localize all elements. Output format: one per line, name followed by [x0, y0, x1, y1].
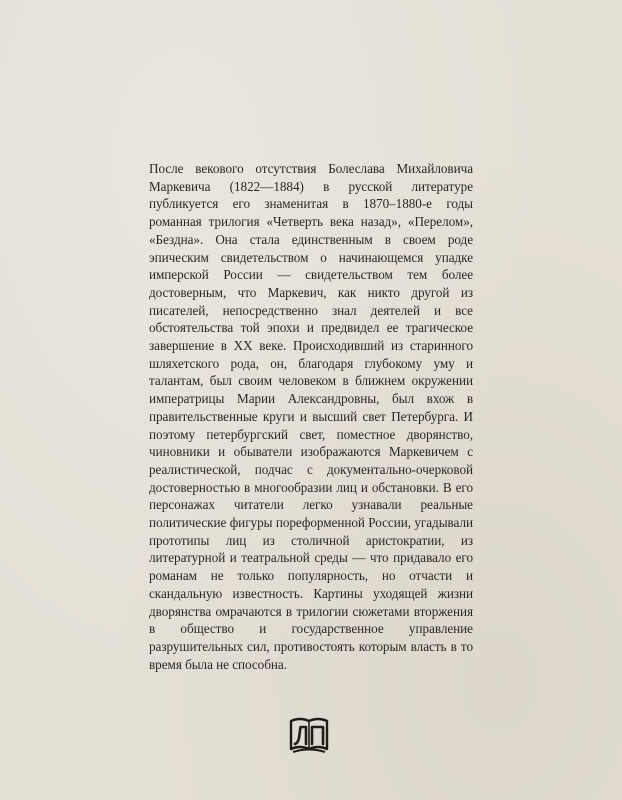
- annotation-text: После векового отсутствия Болеслава Михайловича Маркевича (1822—1884) в русской литературе публикуется его знаменитая в 1870–1880-е годы романная трилогия «Четверть века назад», «Перелом», «Бездна». Она стала единственным в своем роде эпическим свидетельством о начинающемся упадке имперской России — свидетельством тем более достоверным, что Маркевич, как никто другой из писателей, непосредственно знал деятелей и все обстоятельства той эпохи и предвидел ее трагическое завершение в ХХ веке. Происходивший из старинного шляхетского рода, он, благодаря глубокому уму и талантам, был своим человеком в ближнем окружении императрицы Марии Александровны, был вхож в правительственные круги и высший свет Петербурга. И поэтому петербургский свет, поместное дворянство, чиновники и обыватели изображаются Маркевичем с реалистической, подчас с документально-очерковой достоверностью в многообразии лиц и обстановки. В его персонажах читатели легко узнавали реальные политические фигуры пореформенной России, угадывали прототипы лиц из столичной аристократии, из литературной и театральной среды — что придавало его романам не только популярность, но отчасти и скандальную известность. Картины уходящей жизни дворянства омрачаются в трилогии сюжетами вторжения в общество и государственное управление разрушительных сил, противостоять которым власть в то время была не способна.: [149, 161, 473, 672]
- publisher-logo-icon: [287, 712, 331, 756]
